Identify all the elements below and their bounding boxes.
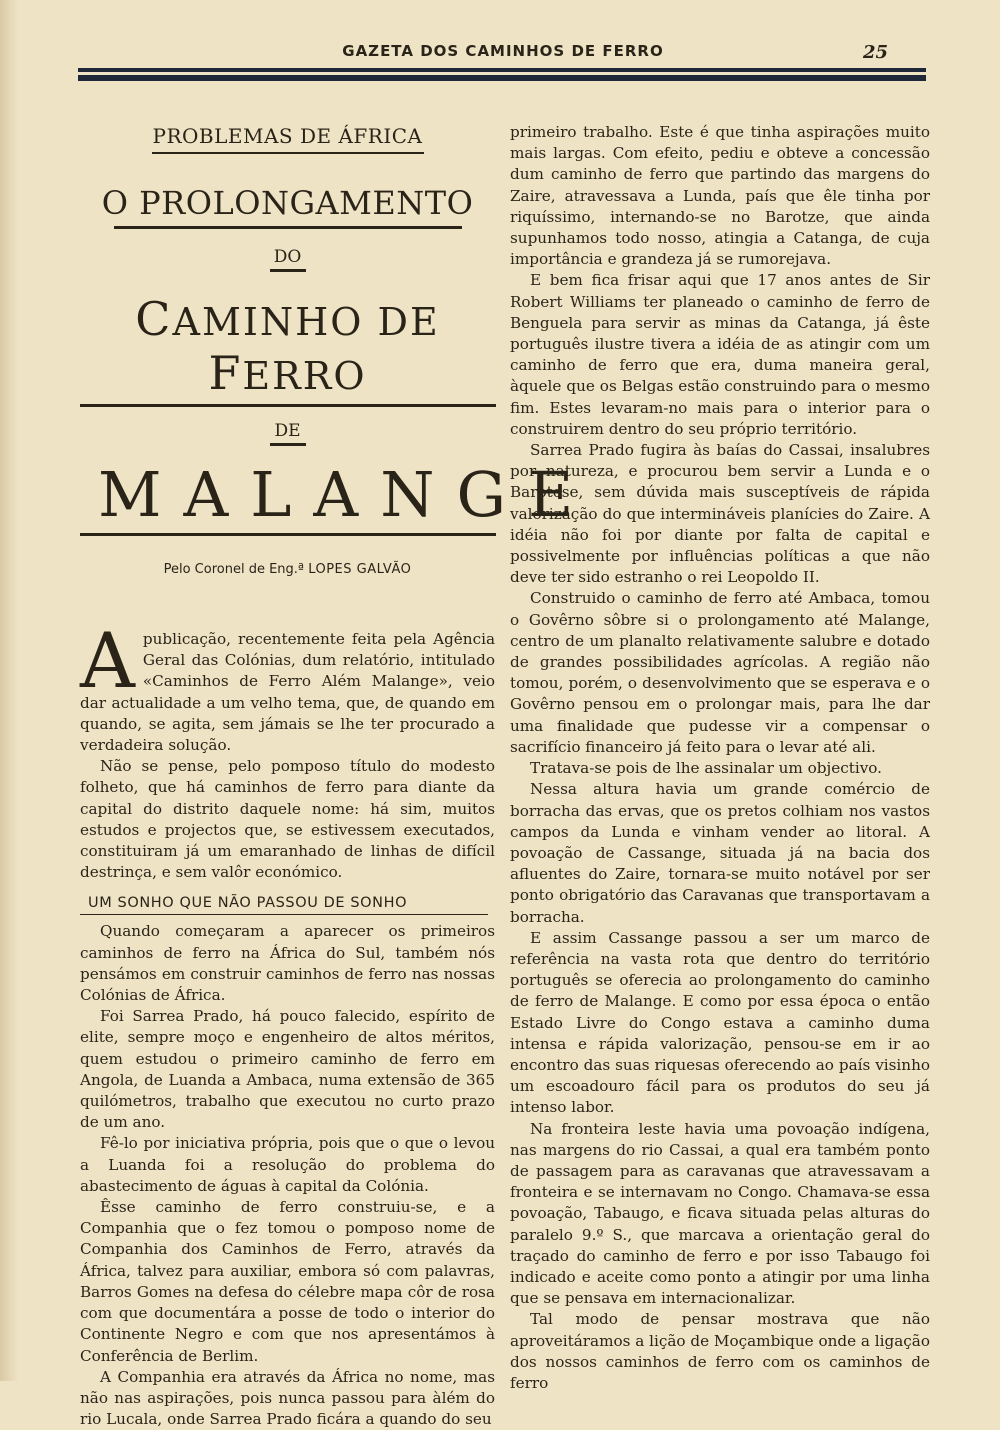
headline-do-rule — [270, 269, 306, 272]
kicker-rule — [152, 152, 424, 154]
paragraph: Construido o caminho de ferro até Ambaca, tomou o Govêrno sôbre si o prolongamento até Malange, centro de um planalto relativamente salubre e dotado de grandes possibilidades agrícolas. A região não tomou, porém, o desenvolvimento que se esperava e o Govêrno pensou em o prolongar mais, para lhe dar uma finalidade que pudesse vir a compensar o sacrifício financeiro já feito para o levar até ali. — [510, 589, 930, 756]
headline-malange: MALANGE — [98, 458, 596, 531]
section-heading: UM SONHO QUE NÃO PASSOU DE SONHO — [88, 895, 408, 912]
right-column — [510, 122, 930, 1394]
left-column — [80, 120, 596, 1430]
headline-caminho-de-ferro — [80, 292, 495, 400]
headline-cap-f: F — [208, 346, 243, 400]
running-head — [80, 42, 926, 64]
header-rule-top — [78, 68, 926, 72]
paragraph: Tratava-se pois de lhe assinalar um objectivo. — [530, 759, 882, 778]
paragraph: Tal modo de pensar mostrava que não aproveitáramos a lição de Moçambique onde a ligação dos nossos caminhos de ferro com os caminhos de ferro — [510, 1310, 931, 1392]
lead-paragraph-block — [80, 616, 495, 883]
lead-text: publicação, recentemente feita pela Agência Geral das Colónias, dum relatório, intitulado «Caminhos de Ferro Além Malange», veio dar actualidade a um velho tema, que, de quando em quando, se agita, sem jámais se lhe ter procurado a verdadeira solução. — [80, 630, 495, 755]
paragraph: E bem fica frisar aqui que 17 anos antes de Sir Robert Williams ter planeado o caminho de ferro de Benguela para servir as minas da Catanga, já êste português ilustre tivera a idéia de as atingir com um caminho de ferro que era, duma maneira geral, àquele que os Belgas estão construindo para o mesmo fim. Estes levaram-no mais para o interior para o construirem dentro do seu próprio território. — [510, 271, 930, 438]
header-rule-bottom — [78, 75, 926, 81]
headline-prolongamento: O PROLONGAMENTO — [101, 184, 474, 222]
paragraph: E assim Cassange passou a ser um marco de referência na vasta rota que dentro do território português se oferecia ao prolongamento do caminho de ferro de Malange. E como por essa época o então Estado Livre do Congo estava a caminho duma intensa e rápida valorização, pensou-se em ir ao encontro das suas riquesas oferecendo ao país visinho um escoadouro fácil para os produtos do seu já intenso labor. — [510, 928, 930, 1117]
byline-prefix: Pelo Coronel de Eng.ª — [163, 562, 305, 577]
drop-cap: A — [80, 616, 135, 705]
headline-rule-3 — [80, 533, 496, 536]
headline-cap-c: C — [135, 292, 173, 346]
journal-title: GAZETA DOS CAMINHOS DE FERRO — [342, 42, 664, 60]
headline-rule-1 — [114, 226, 462, 229]
page-number: 25 — [862, 42, 888, 63]
paragraph: primeiro trabalho. Este é que tinha aspirações muito mais largas. Com efeito, pediu e obteve a concessão dum caminho de ferro que partindo das margens do Zaire, atravessava a Lunda, país que êle tinha por riquíssimo, internando-se no Barotze, que ainda supunhamos todo nosso, atingia a Catanga, de cuja importância e grandeza já se rumorejava. — [510, 123, 930, 269]
paragraph: Quando começaram a aparecer os primeiros caminhos de ferro na África do Sul, também nós pensámos em construir caminhos de ferro nas nossas Colónias de África. — [80, 922, 495, 1005]
paragraph: A Companhia era através da África no nome, mas não nas aspirações, pois nunca passou para àlém do rio Lucala, onde Sarrea Prado ficára a quando do seu — [80, 1367, 495, 1429]
headline-rule-2 — [80, 404, 496, 407]
headline-part-2: ERRO — [242, 354, 367, 398]
right-body — [510, 122, 930, 1394]
paragraph: Foi Sarrea Prado, há pouco falecido, espírito de elite, sempre moço e engenheiro de altos méritos, quem estudou o primeiro caminho de ferro em Angola, de Luanda a Ambaca, numa extensão de 365 quilómetros, trabalho que executou no curto prazo de um ano. — [80, 1007, 495, 1132]
paragraph: Na fronteira leste havia uma povoação indígena, nas margens do rio Cassai, a qual era também ponto de passagem para as caravanas que atravessavam a fronteira e se internavam no Congo. Chamava-se essa povoação, Tabaugo, e ficava situada pelas alturas do paralelo 9.º S., que marcava a orientação geral do traçado do caminho de ferro e por isso Tabaugo foi indicado e aceite como ponto a atingir por uma linha que se pensava em internacionalizar. — [510, 1119, 930, 1308]
paragraph: Nessa altura havia um grande comércio de borracha das ervas, que os pretos colhiam nos vastos campos da Lunda e vinham vender ao litoral. A povoação de Cassange, situada já na bacia dos afluentes do Zaire, tornara-se muito notável por ser ponto obrigatório das Caravanas que transportavam a borracha. — [510, 780, 930, 926]
headline-de-rule — [270, 443, 306, 446]
byline-author: LOPES GALVÃO — [308, 562, 412, 577]
paragraph: Não se pense, pelo pomposo título do modesto folheto, que há caminhos de ferro para diante da capital do distrito daquele nome: há sim, muitos estudos e projectos que, se estivessem executados, constituiram já um emaranhado de linhas de difícil destrinça, e sem valôr económico. — [80, 757, 495, 882]
lead-paragraph — [80, 616, 495, 756]
page-edge — [0, 0, 18, 1381]
paragraph: Sarrea Prado fugira às baías do Cassai, insalubres por natureza, e procurou bem servir a Lunda e o Barotese, sem dúvida mais susceptíveis de rápida valorização do que intermináveis planícies do Zaire. A idéia não foi por diante por falta de capital e possivelmente por influências políticas a que não deve ter sido estranho o rei Leopoldo II. — [510, 441, 930, 587]
headline-part-1: AMINHO DE — [172, 300, 440, 344]
headline-do: DO — [273, 247, 302, 267]
paragraph: Êsse caminho de ferro construiu-se, e a Companhia que o fez tomou o pomposo nome de Companhia dos Caminhos de Ferro, através da África, talvez para auxiliar, embora só com palavras, Barros Gomes na defesa do célebre mapa côr de rosa com que documentára a posse de todo o interior do Continente Negro e com que nos apresentámos à Conferência de Berlim. — [80, 1198, 495, 1365]
section-rule — [80, 914, 488, 915]
left-body — [80, 921, 495, 1430]
article-kicker: PROBLEMAS DE ÁFRICA — [152, 124, 423, 148]
paragraph: Fê-lo por iniciativa própria, pois que o que o levou a Luanda foi a resolução do problema do abastecimento de águas à capital da Colónia. — [80, 1134, 495, 1195]
headline-de: DE — [274, 421, 301, 441]
byline — [80, 562, 495, 577]
